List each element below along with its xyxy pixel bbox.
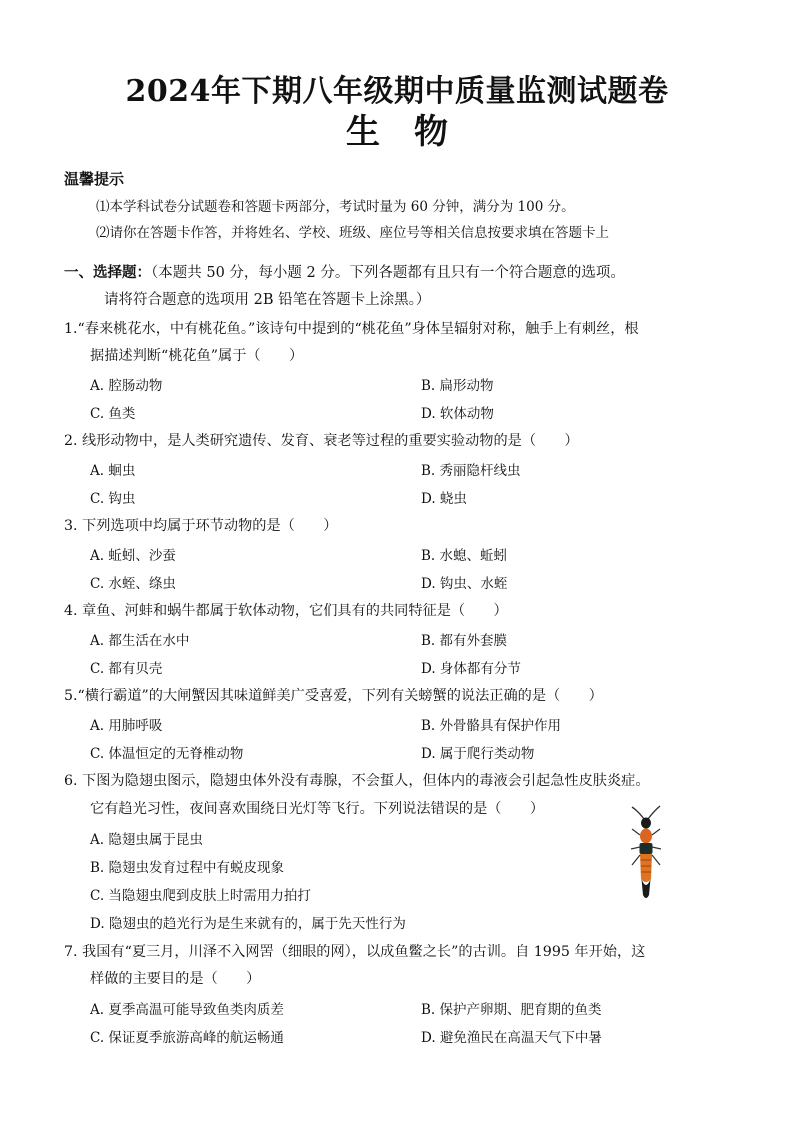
question-4-text: 4. 章鱼、河蚌和蜗牛都属于软体动物，它们具有的共同特征是（ ）: [64, 603, 508, 619]
question-3-text: 3. 下列选项中均属于环节动物的是（ ）: [64, 518, 338, 534]
question-4-option-d: D. 身体都有分节: [421, 661, 521, 677]
question-4-option-c: C. 都有贝壳: [90, 661, 163, 677]
section-header: [64, 261, 625, 282]
subject-title: 生 物: [346, 112, 448, 152]
question-5-option-d: D. 属于爬行类动物: [421, 746, 535, 762]
question-6-option-b: B. 隐翅虫发育过程中有蜕皮现象: [90, 860, 285, 876]
question-7-option-c: C. 保证夏季旅游高峰的航运畅通: [90, 1030, 284, 1046]
question-5-option-a: A. 用肺呼吸: [90, 718, 163, 734]
question-2-option-c: C. 钩虫: [90, 491, 136, 507]
question-2-option-a: A. 蛔虫: [90, 463, 136, 479]
question-1-option-c: C. 鱼类: [90, 406, 136, 422]
question-6-option-c: C. 当隐翅虫爬到皮肤上时需用力拍打: [90, 888, 311, 904]
question-3-option-a: A. 蚯蚓、沙蚕: [90, 548, 176, 564]
question-6-option-d: D. 隐翅虫的趋光行为是生来就有的，属于先天性行为: [90, 916, 406, 932]
rove-beetle-illustration: [620, 805, 672, 915]
question-3-option-c: C. 水蛭、绦虫: [90, 576, 176, 592]
question-7-text: 7. 我国有“夏三月，川泽不入网罟（细眼的网），以成鱼鳖之长”的古训。自 1995 年开始，这: [64, 944, 646, 960]
section-heading: 一、选择题：: [64, 265, 151, 281]
question-5-option-b: B. 外骨骼具有保护作用: [421, 718, 562, 734]
tip-item: ⑴本学科试卷分试题卷和答题卡两部分，考试时量为 60 分钟，满分为 100 分。: [96, 199, 575, 215]
tips-heading: 温馨提示: [64, 170, 125, 188]
question-6-text-cont: 它有趋光习性，夜间喜欢围绕日光灯等飞行。下列说法错误的是（ ）: [90, 801, 545, 817]
question-5-option-c: C. 体温恒定的无脊椎动物: [90, 746, 244, 762]
section-instruction-continued: 请将符合题意的选项用 2B 铅笔在答题卡上涂黑。）: [104, 292, 431, 308]
question-1-text-cont: 据描述判断“桃花鱼”属于（ ）: [90, 348, 304, 364]
question-1-option-b: B. 扁形动物: [421, 378, 494, 394]
question-1-option-a: A. 腔肠动物: [90, 378, 163, 394]
question-2-text: 2. 线形动物中，是人类研究遗传、发育、衰老等过程的重要实验动物的是（ ）: [64, 433, 579, 449]
question-3-option-d: D. 钩虫、水蛭: [421, 576, 508, 592]
question-1-option-d: D. 软体动物: [421, 406, 494, 422]
question-3-option-b: B. 水螅、蚯蚓: [421, 548, 508, 564]
question-7-option-a: A. 夏季高温可能导致鱼类肉质差: [90, 1002, 284, 1018]
question-2-option-b: B. 秀丽隐杆线虫: [421, 463, 521, 479]
tip-item: ⑵请你在答题卡作答，并将姓名、学校、班级、座位号等相关信息按要求填在答题卡上: [96, 225, 609, 241]
section-instruction: （本题共 50 分，每小题 2 分。下列各题都有且只有一个符合题意的选项。: [151, 265, 625, 281]
question-2-option-d: D. 蛲虫: [421, 491, 467, 507]
exam-title: 2024年下期八年级期中质量监测试题卷: [125, 74, 669, 109]
question-7-option-d: D. 避免渔民在高温天气下中暑: [421, 1030, 602, 1046]
question-4-option-a: A. 都生活在水中: [90, 633, 190, 649]
question-5-text: 5.“横行霸道”的大闸蟹因其味道鲜美广受喜爱，下列有关螃蟹的说法正确的是（ ）: [64, 688, 603, 704]
question-1-text: 1.“春来桃花水，中有桃花鱼。”该诗句中提到的“桃花鱼”身体呈辐射对称，触手上有刺丝，根: [64, 321, 639, 337]
question-6-text: 6. 下图为隐翅虫图示，隐翅虫体外没有毒腺，不会蜇人，但体内的毒液会引起急性皮肤炎症。: [64, 773, 650, 789]
question-4-option-b: B. 都有外套膜: [421, 633, 508, 649]
question-7-text-cont: 样做的主要目的是（ ）: [90, 971, 261, 987]
question-6-option-a: A. 隐翅虫属于昆虫: [90, 832, 203, 848]
question-7-option-b: B. 保护产卵期、肥育期的鱼类: [421, 1002, 602, 1018]
